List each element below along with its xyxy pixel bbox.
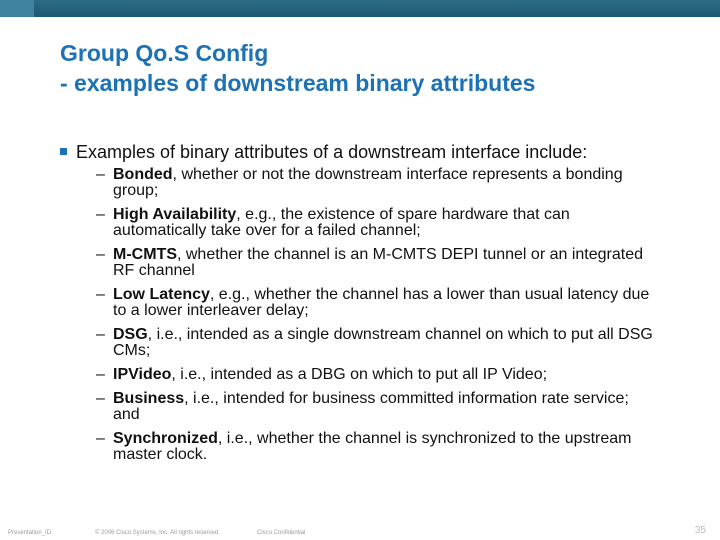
attribute-description: , whether or not the downstream interface represents a bonding group; [113, 166, 623, 199]
attribute-description: , e.g., the existence of spare hardware that can automatically take over for a failed channel; [113, 206, 570, 239]
dash-icon: – [96, 206, 105, 223]
list-item [96, 287, 656, 319]
dash-icon: – [96, 166, 105, 183]
main-bullet [60, 142, 587, 163]
attribute-term: IPVideo [113, 366, 172, 383]
footer-confidential: Cisco Confidential [257, 530, 306, 536]
slide-title-line-2: - examples of downstream binary attributes [60, 70, 536, 96]
list-item [96, 167, 656, 199]
page-number: 35 [694, 525, 706, 536]
attribute-description: , i.e., whether the channel is synchronized to the upstream master clock. [113, 430, 632, 463]
top-banner [0, 0, 720, 17]
top-banner-accent [0, 0, 34, 17]
dash-icon: – [96, 246, 105, 263]
list-item [96, 367, 656, 383]
footer-copyright: © 2006 Cisco Systems, Inc. All rights reserved. [95, 530, 220, 536]
attribute-term: M-CMTS [113, 246, 177, 263]
attribute-term: DSG [113, 326, 148, 343]
attribute-term: High Availability [113, 206, 237, 223]
attribute-description: , e.g., whether the channel has a lower than usual latency due to a lower interleaver delay; [113, 286, 650, 319]
attribute-description: , i.e., intended for business committed information rate service; and [113, 390, 629, 423]
attribute-term: Business [113, 390, 185, 407]
list-item [96, 431, 656, 463]
square-bullet-icon [60, 148, 67, 155]
attribute-description: , i.e., intended as a DBG on which to put all IP Video; [171, 366, 548, 383]
attribute-list [96, 167, 656, 471]
attribute-term: Bonded [113, 166, 173, 183]
attribute-term: Low Latency [113, 286, 210, 303]
footer-presentation-id: Presentation_ID [8, 530, 52, 536]
dash-icon: – [96, 430, 105, 447]
list-item [96, 391, 656, 423]
attribute-description: , i.e., intended as a single downstream channel on which to put all DSG CMs; [113, 326, 653, 359]
dash-icon: – [96, 366, 105, 383]
dash-icon: – [96, 326, 105, 343]
dash-icon: – [96, 390, 105, 407]
slide-title [60, 38, 700, 98]
dash-icon: – [96, 286, 105, 303]
attribute-term: Synchronized [113, 430, 218, 447]
list-item [96, 207, 656, 239]
attribute-description: , whether the channel is an M-CMTS DEPI tunnel or an integrated RF channel [113, 246, 643, 279]
list-item [96, 247, 656, 279]
list-item [96, 327, 656, 359]
slide-title-line-1: Group Qo.S Config [60, 40, 269, 66]
main-bullet-text: Examples of binary attributes of a downstream interface include: [76, 142, 588, 162]
